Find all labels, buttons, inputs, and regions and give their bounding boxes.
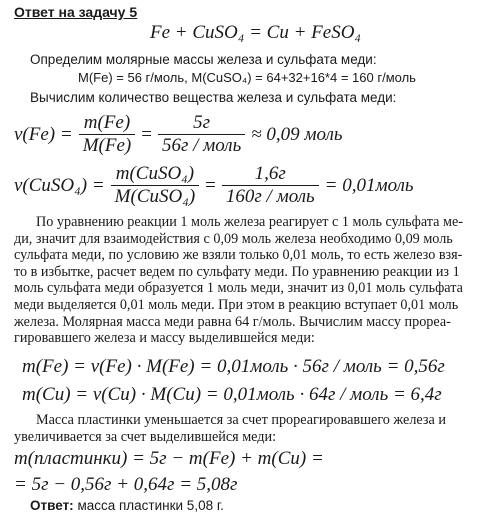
para1-line: По уравнению реакции 1 моль железа реагирует с 1 моль сульфата ме- bbox=[36, 214, 463, 230]
para1-line: моль сульфата меди образуется 1 моль меди, значит из 0,01 моль сульфата bbox=[14, 280, 463, 297]
eq-fe-f2-num: 5г bbox=[158, 112, 245, 135]
para2-line: увеличивается за счет выделившейся меди: bbox=[14, 428, 277, 445]
eq-cu-f2-den: 160г / моль bbox=[225, 186, 315, 207]
answer-line bbox=[30, 498, 224, 513]
answer-text: масса пластинки 5,08 г. bbox=[77, 498, 224, 513]
para1-line: железа. Молярная масса меди равна 64 г/моль. Вычислим массу прореа- bbox=[14, 313, 451, 330]
eq-cu-result: = 0,01моль bbox=[324, 174, 414, 196]
eq-cu-f1-num: m(CuSO₄) bbox=[111, 163, 199, 186]
eq-cu-equals: = bbox=[205, 174, 216, 196]
eq-fe-lhs: ν(Fe) = bbox=[14, 123, 73, 145]
equation-mass-fe: m(Fe) = ν(Fe) · M(Fe) = 0,01моль · 56г / моль = 0,56г bbox=[22, 356, 445, 377]
equation-plate-2: = 5г − 0,56г + 0,64г = 5,08г bbox=[14, 474, 238, 495]
eq-cu-lhs: ν(CuSO₄) = bbox=[14, 174, 105, 196]
molar-intro: Определим молярные массы железа и сульфата меди: bbox=[30, 52, 377, 67]
eq-cu-fraction-1 bbox=[111, 163, 199, 208]
eq-fe-fraction-1 bbox=[79, 112, 136, 157]
molar-values: M(Fe) = 56 г/моль, M(CuSO₄) = 64+32+16*4 = 160 г/моль bbox=[78, 70, 416, 85]
paragraph-reaction-reasoning bbox=[14, 214, 494, 347]
heading: Ответ на задачу 5 bbox=[14, 4, 138, 20]
para1-line: то в избытке, расчет ведем по сульфату меди. По уравнению реакции из 1 bbox=[14, 263, 460, 280]
eq-fe-f1-den: M(Fe) bbox=[82, 135, 132, 156]
eq-fe-equals: = bbox=[141, 123, 152, 145]
amount-intro: Вычислим количество вещества железа и сульфата меди: bbox=[30, 90, 397, 105]
equation-nu-fe bbox=[14, 112, 343, 157]
eq-cu-f1-den: M(CuSO₄) bbox=[114, 186, 196, 207]
reaction-equation: Fe + CuSO₄ = Cu + FeSO₄ bbox=[150, 22, 362, 43]
para1-line: ди, значит для взаимодействия с 0,09 моль железа необходимо 0,09 моль bbox=[14, 230, 453, 247]
eq-cu-fraction-2 bbox=[222, 163, 319, 208]
eq-fe-result: ≈ 0,09 моль bbox=[251, 123, 343, 145]
equation-nu-cuso4 bbox=[14, 163, 414, 208]
eq-fe-f1-num: m(Fe) bbox=[79, 112, 136, 135]
para1-line: меди выделяется 0,01 моль меди. При этом в реакцию вступает 0,01 моль bbox=[14, 296, 459, 313]
equation-mass-cu: m(Cu) = ν(Cu) · M(Cu) = 0,01моль · 64г / моль = 6,4г bbox=[22, 384, 442, 405]
equation-plate-1: m(пластинки) = 5г − m(Fe) + m(Cu) = bbox=[14, 448, 324, 469]
answer-label: Ответ: bbox=[30, 498, 74, 513]
eq-cu-f2-num: 1,6г bbox=[222, 163, 319, 186]
para2-line: Масса пластинки уменьшается за счет прореагировавшего железа и bbox=[36, 412, 446, 428]
paragraph-plate-mass bbox=[14, 412, 494, 445]
eq-fe-f2-den: 56г / моль bbox=[161, 135, 242, 156]
para1-line: гировавшего железа и массу выделившейся меди: bbox=[14, 330, 315, 347]
para1-line: сульфата меди, по условию же взяли только 0,01 моль, то есть железо взя- bbox=[14, 247, 463, 264]
eq-fe-fraction-2 bbox=[158, 112, 245, 157]
